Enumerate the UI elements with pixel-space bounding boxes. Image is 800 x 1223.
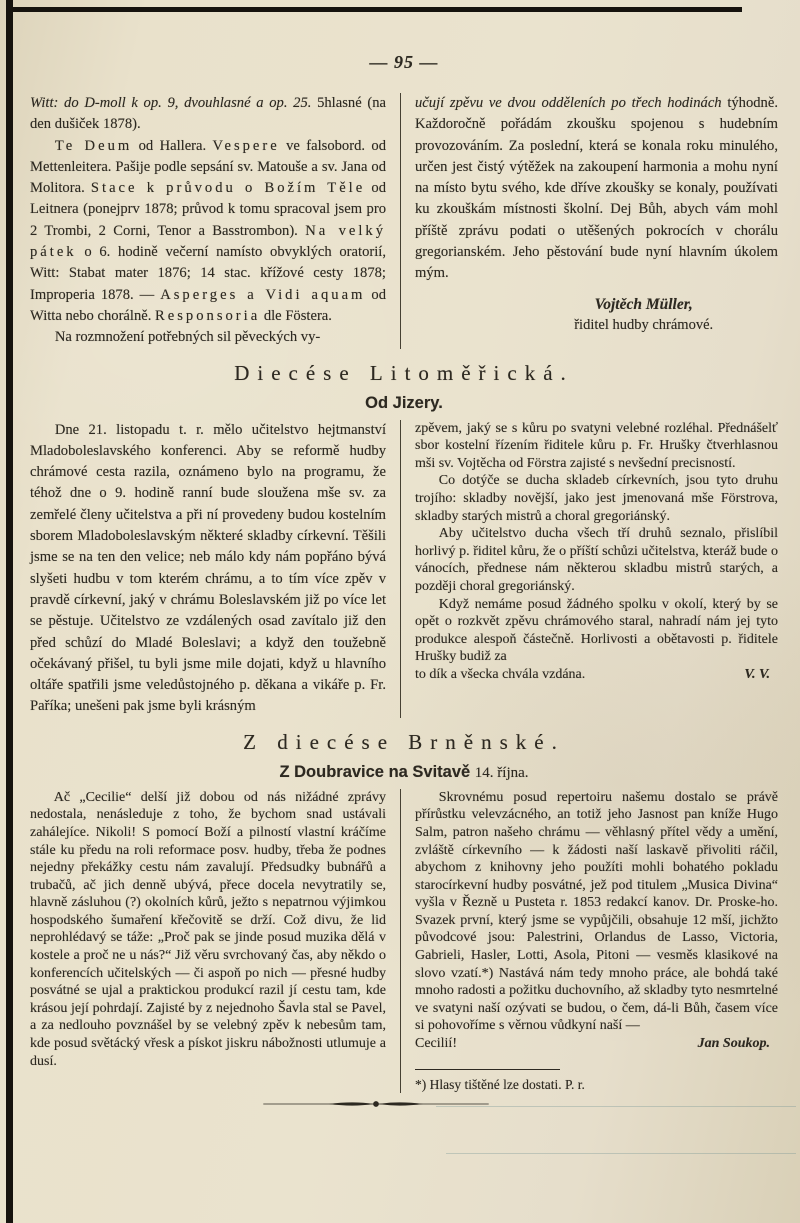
- paragraph: Te Deum od Hallera. Vespere ve falsobord. od Mettenleitera. Pašije podle sepsání sv. Matouše a sv. Jana od Molitora. Stace k průvodu o Božím Těle od Leitnera (ponejprv 1878; průvod k tomu spracoval jsem pro 2 Trombi, 2 Corni, Tenor a Basstrombon). Na velký pátek o 6. hodině večerní namísto obvyklých oratorií, Witt: Stabat mater 1876; 14 stac. křížové cesty 1878; Improperia 1878. — Asperges a Vidi aquam od Witta nebo chorálně. Responsoria dle Föstera.: [30, 137, 386, 324]
- signature-title: řiditel hudby chrámové.: [574, 316, 714, 333]
- italic-text: Witt: do D-moll k op. 9, dvouhlasné a op. 25.: [30, 95, 312, 111]
- paragraph: Aby učitelstvo ducha všech tří druhů seznalo, přislíbil horlivý p. řiditel kůru, že o příští schůzi učitelstva, kteráž bude o vánocích, přednese nám některou skladbu mistrů starých, a později choral gregoriánský.: [415, 526, 778, 594]
- signature-name: Vojtěch Müller,: [594, 295, 693, 313]
- signature-block: [415, 294, 778, 335]
- article-date: 14. října.: [474, 764, 529, 781]
- litomericka-block: [30, 420, 778, 718]
- paragraph: Co dotýče se ducha skladeb církevních, jsou tyto druhu trojího: skladby novější, jako jest jmenovaná mše Förstrova, skladby starých mistrů a choral gregoriánský.: [415, 473, 778, 524]
- divider-ornament-icon: [261, 1099, 491, 1109]
- paragraph: Když nemáme posud žádného spolku v okolí, který by se opět o rozkvět zpěvu chrámového staral, nahradí nám jej tyto produkce alespoň částečně. Horlivosti a obětavosti p. řiditele Hrušky budiž za: [415, 596, 778, 665]
- paragraph: Witt: do D-moll k op. 9, dvouhlasné a op. 25. 5hlasné (na den dušiček 1878).: [30, 95, 386, 133]
- top-block: [30, 93, 778, 349]
- footnote: [415, 1069, 778, 1093]
- footnote-text: *) Hlasy tištěné lze dostati. P. r.: [415, 1076, 585, 1092]
- top-column-left: [30, 93, 400, 349]
- italic-text: učují zpěvu ve dvou odděleních po třech hodinách: [415, 95, 722, 111]
- footnote-rule: [415, 1069, 560, 1070]
- litomericka-column-left: [30, 420, 400, 718]
- paragraph: učují zpěvu ve dvou odděleních po třech hodinách týhodně. Každoročně pořádám zkoušku spojenou s hudebním provozováním. Za poslední, která se konala roku minulého, určen jest čistý výtěžek na zakoupení harmonia a mohu nyní na místo bytu svého, kde dříve zkoušky se konaly, používati ku zkouškám místnosti školní. Dej Bůh, abych vám mohl příště zprávu podati o utěšených pokrocích v chorálu gregorianském. Jeho pěstování bude nyní hlavním úkolem mým.: [415, 95, 778, 282]
- article-title-doubravice: Z Doubravice na Svitavě 14. října.: [279, 762, 529, 781]
- litomericka-column-right: [400, 420, 778, 718]
- page: [30, 52, 778, 1109]
- paragraph: Ač „Cecilie“ delší již dobou od nás nižádné zprávy nedostala, nenásleduje z toho, že bychom snad ustávali zahálejíce. Nikoli! S pomocí Boží a pilností vlastní kráčíme stále ku předu na roli reformace posv. hudby, třeba že podnes nejedny překážky cestu nám zavalují. Předsudky bubnářů a trubačů, ač jich denně ubývá, přece docela nevytratily se, hlavně zásluhou (?) okolních kůrů, ježto s nepatrnou výjimkou hospodského šumaření křečovitě se drží. Což divu, že lid neprohlédavý se táže: „Proč pak se jinde posud muzika dělá v kostele a proč ne u nás?“ Již věru svrchovaný čas, aby někdo o konferencích učitelských — či aspoň po nich — přesné hudby posvátné se ujal a praktickou produkcí razil jí cestu tam, kde krásou její pohrdají. Zajisté by z nejednoho Šavla stal se Pavel, a za nedlouho povznášel by se velebný zpěv k nebesům tam, kde posud světácký vřesk a pískot jiskru nábožnosti utlumuje a dusí.: [30, 789, 386, 1069]
- top-column-right: [400, 93, 778, 349]
- page-number: — 95 —: [369, 52, 439, 72]
- signature-name: Jan Soukop.: [697, 1036, 770, 1052]
- paragraph: Na rozmnožení potřebných sil pěveckých vy-: [54, 329, 321, 346]
- section-heading-litomericka: Diecése Litoměřická.: [234, 360, 574, 385]
- brnenska-block: [30, 789, 778, 1093]
- paragraph-last-line: to dík a všecka chvála vzdána. V. V.: [415, 666, 770, 682]
- signature-initials: V. V.: [744, 666, 770, 682]
- scan-artifact-line: [446, 1153, 796, 1154]
- paragraph-last-line: Cecilií! Jan Soukop.: [415, 1036, 770, 1052]
- paragraph: Skrovnému posud repertoiru našemu dostalo se právě přírůstku velevzácného, an totiž jeho Jasnost pan kníže Hugo Salm, patron našeho chrámu — věhlasný přítel vědy a umění, zvláště církevního — k žádosti naší laskavě přivoliti ráčil, abychom z knihovny jeho použíti mohli bohatého pokladu starocírkevní hudby posvátné, jež pod titulem „Musica Divina“ vyšla v Řezně u Pusteta r. 1853 redakcí kanov. Dr. Proske-ho. Svazek první, který jsme se vypůjčili, obsahuje 12 mší, jichžto původcové jsou: Palestrini, Orlandus de Lasso, Victoria, Gabrieli, Hasler, Lotti, Asola, Pitoni — vesměs klasikové na slovo vzatí.*) Nastává nám tedy mnoho práce, ale bohdá také mnoho radosti a požitku duchovního, až skladby tyto nesmrtelné ve svatyni naší ozývati se budou, o čem, dá-li Bůh, časem více si pohovoříme s věrnou vůdkyní naší —: [415, 789, 778, 1034]
- paragraph: zpěvem, jaký se s kůru po svatyni velebné rozléhal. Přednášelť sbor kostelní řízením řiditele kůru p. Fr. Hrušky čtverhlasnou mši sv. Vojtěcha od Förstra zajisté s nevšední precisností.: [415, 420, 778, 471]
- brnenska-column-right: [400, 789, 778, 1093]
- paragraph: Dne 21. listopadu t. r. mělo učitelstvo hejtmanství Mladoboleslavského konferenci. Aby se reformě hudby chrámové cesta razila, oznámeno bylo na programu, že téhož dne o 9. hodině ranní bude sloužena mše sv. za zemřelé členy učitelstva a při ní provedeny budou kostelním sborem Mladoboleslavským některé skladby církevní. Těšili jsme se na ten den velice; neb málo kdy nám popřáno bývá slyšeti hudbu v tom kterém chrámu, a to tím více zpěv v pravdě církevní, jaký v chrámu Boleslavském již po více let se pěstuje. Učitelstvo ze vzdálených osad zavítalo již den před schůzí do Mladé Boleslavi; a když den toužebně očekávaný přišel, tu byli jsme mile dojati, když u hlavního oltáře spatřili jsme veledůstojného p. děkana a vikáře p. Fr. Paříka; unešeni pak jsme byli krásným: [30, 421, 386, 715]
- brnenska-column-left: [30, 789, 400, 1093]
- article-title-od-jizery: Od Jizery.: [365, 393, 443, 412]
- scan-border-top: [6, 7, 742, 12]
- scan-border-left: [6, 0, 13, 1223]
- section-heading-brnenska: Z diecése Brněnské.: [243, 729, 565, 754]
